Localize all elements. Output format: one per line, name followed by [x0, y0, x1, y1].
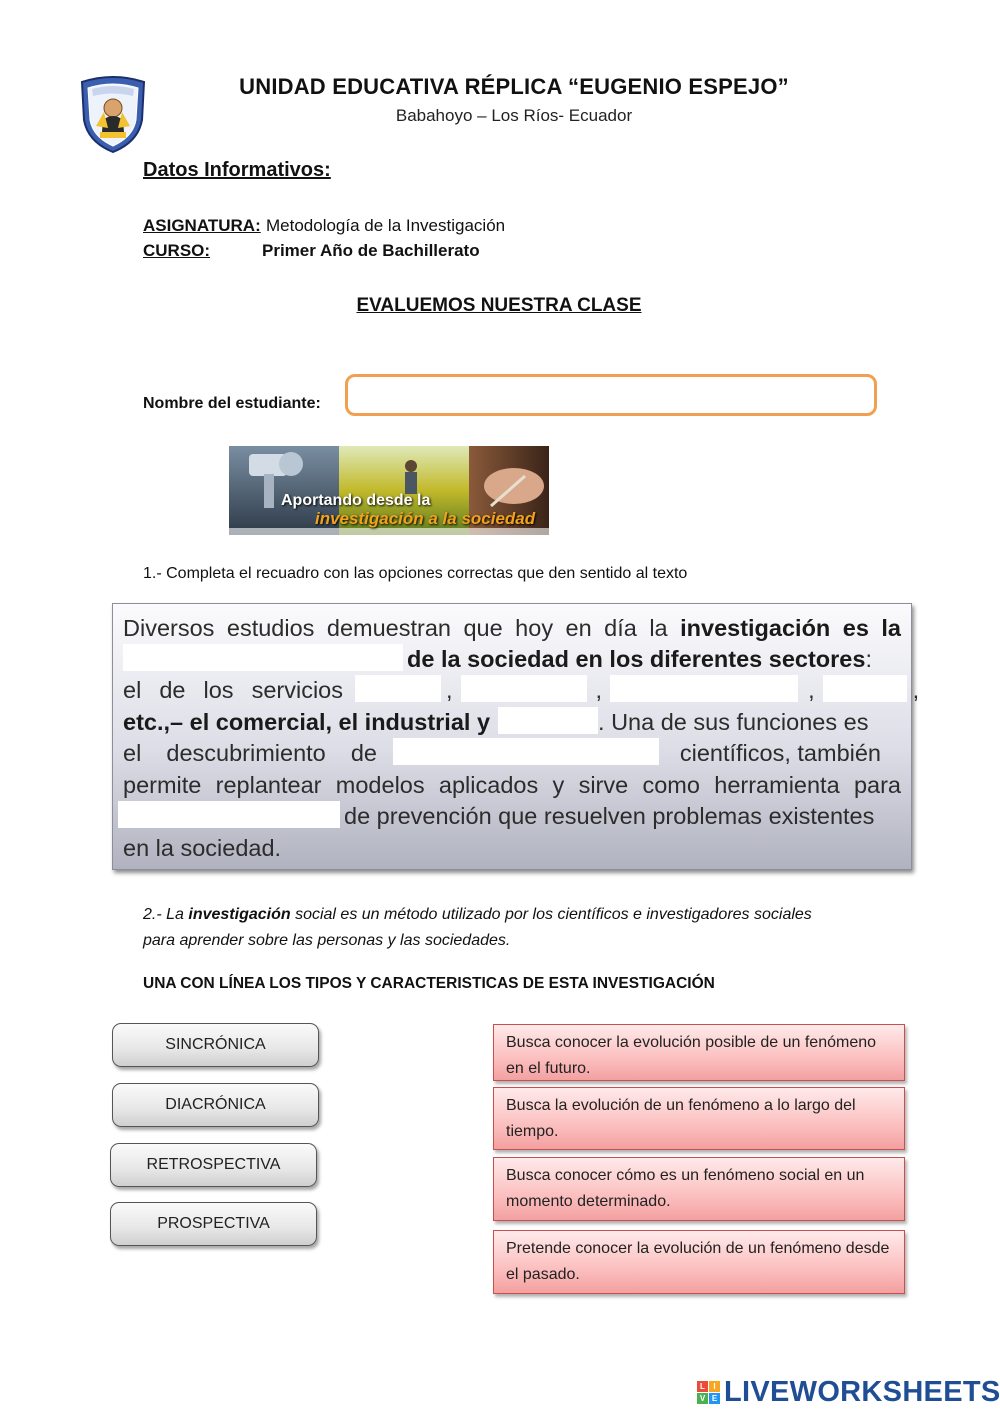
- description-box[interactable]: Busca conocer la evolución posible de un fenómeno en el futuro.: [493, 1024, 905, 1081]
- fill-text: el de los servicios: [123, 677, 343, 703]
- fill-line: [123, 674, 920, 706]
- q2-rest: social es un método utilizado por los científicos e investigadores sociales: [295, 906, 812, 923]
- student-name-label: Nombre del estudiante:: [143, 395, 321, 412]
- fill-comma: ,: [912, 677, 920, 703]
- description-box[interactable]: Pretende conocer la evolución de un fenómeno desde el pasado.: [493, 1230, 905, 1294]
- fill-line: permite replantear modelos aplicados y sirve como herramienta para: [123, 772, 901, 798]
- q2-bold-word: investigación: [188, 906, 291, 923]
- description-box[interactable]: Busca conocer cómo es un fenómeno social en un momento determinado.: [493, 1157, 905, 1221]
- banner-image: [229, 446, 549, 535]
- fill-comma: ,: [595, 677, 603, 703]
- school-title: UNIDAD EDUCATIVA RÉPLICA “EUGENIO ESPEJO”: [239, 74, 789, 99]
- fill-text: el descubrimiento de: [123, 740, 377, 766]
- fill-text: científicos, también: [679, 740, 881, 766]
- type-box-sincronica[interactable]: SINCRÓNICA: [112, 1023, 319, 1067]
- school-location: Babahoyo – Los Ríos- Ecuador: [395, 106, 633, 125]
- type-box-retrospectiva[interactable]: RETROSPECTIVA: [110, 1143, 317, 1187]
- type-box-prospectiva[interactable]: PROSPECTIVA: [110, 1202, 317, 1246]
- description-box[interactable]: Busca la evolución de un fenómeno a lo largo del tiempo.: [493, 1087, 905, 1150]
- blank-input-4[interactable]: [610, 675, 798, 702]
- fill-line: [118, 800, 901, 832]
- liveworksheets-logo-icon: [697, 1381, 721, 1405]
- logo-letter: I: [709, 1381, 720, 1392]
- course-label: CURSO:: [143, 241, 211, 260]
- liveworksheets-wordmark: LIVEWORKSHEETS: [724, 1376, 1000, 1408]
- banner-caption-line1: Aportando desde la: [281, 492, 431, 509]
- blank-input-3[interactable]: [461, 675, 587, 702]
- fill-bold-text: de la sociedad en los diferentes sectores: [407, 646, 866, 672]
- blank-input-6[interactable]: [498, 707, 598, 734]
- fill-text: de prevención que resuelven problemas existentes: [344, 803, 875, 829]
- type-box-diacronica[interactable]: DIACRÓNICA: [112, 1083, 319, 1127]
- q2-prefix: 2.- La: [143, 906, 184, 923]
- fill-comma: ,: [808, 677, 815, 703]
- logo-letter: L: [697, 1381, 708, 1392]
- fill-line: [123, 612, 901, 644]
- info-heading: Datos Informativos:: [143, 159, 331, 181]
- blank-input-1[interactable]: [123, 644, 403, 671]
- subject-label: ASIGNATURA:: [143, 216, 261, 235]
- logo-letter: V: [697, 1393, 708, 1404]
- fill-text: Diversos estudios demuestran que hoy en día la: [123, 615, 668, 641]
- fill-bold-text: investigación es la: [680, 615, 901, 641]
- fill-line: en la sociedad.: [123, 835, 282, 861]
- fill-line: [123, 737, 901, 769]
- question-1-prompt: 1.- Completa el recuadro con las opciones correctas que den sentido al texto: [143, 565, 688, 582]
- question-2-line1: [143, 906, 812, 924]
- banner-caption-line2: investigación a la sociedad: [315, 509, 536, 528]
- fill-comma: ,: [446, 677, 453, 703]
- logo-letter: E: [709, 1393, 720, 1404]
- blank-input-8[interactable]: [118, 801, 340, 828]
- fill-text: . Una de sus funciones es: [598, 709, 869, 735]
- course-value: Primer Año de Bachillerato: [262, 241, 480, 260]
- blank-input-5[interactable]: [823, 675, 907, 702]
- student-name-input[interactable]: [345, 374, 877, 416]
- fill-in-text-box: [112, 603, 920, 870]
- fill-text: :: [865, 646, 872, 672]
- evaluation-title: EVALUEMOS NUESTRA CLASE: [356, 295, 642, 316]
- question-2-line2: para aprender sobre las personas y las sociedades.: [143, 932, 511, 949]
- fill-line: [123, 643, 901, 675]
- matching-instruction: UNA CON LÍNEA LOS TIPOS Y CARACTERISTICAS DE ESTA INVESTIGACIÓN: [143, 975, 715, 992]
- blank-input-7[interactable]: [393, 738, 659, 765]
- fill-line: [123, 706, 901, 738]
- fill-bold-text: etc.,– el comercial, el industrial y: [123, 709, 491, 735]
- blank-input-2[interactable]: [355, 675, 441, 702]
- subject-value: Metodología de la Investigación: [266, 216, 506, 235]
